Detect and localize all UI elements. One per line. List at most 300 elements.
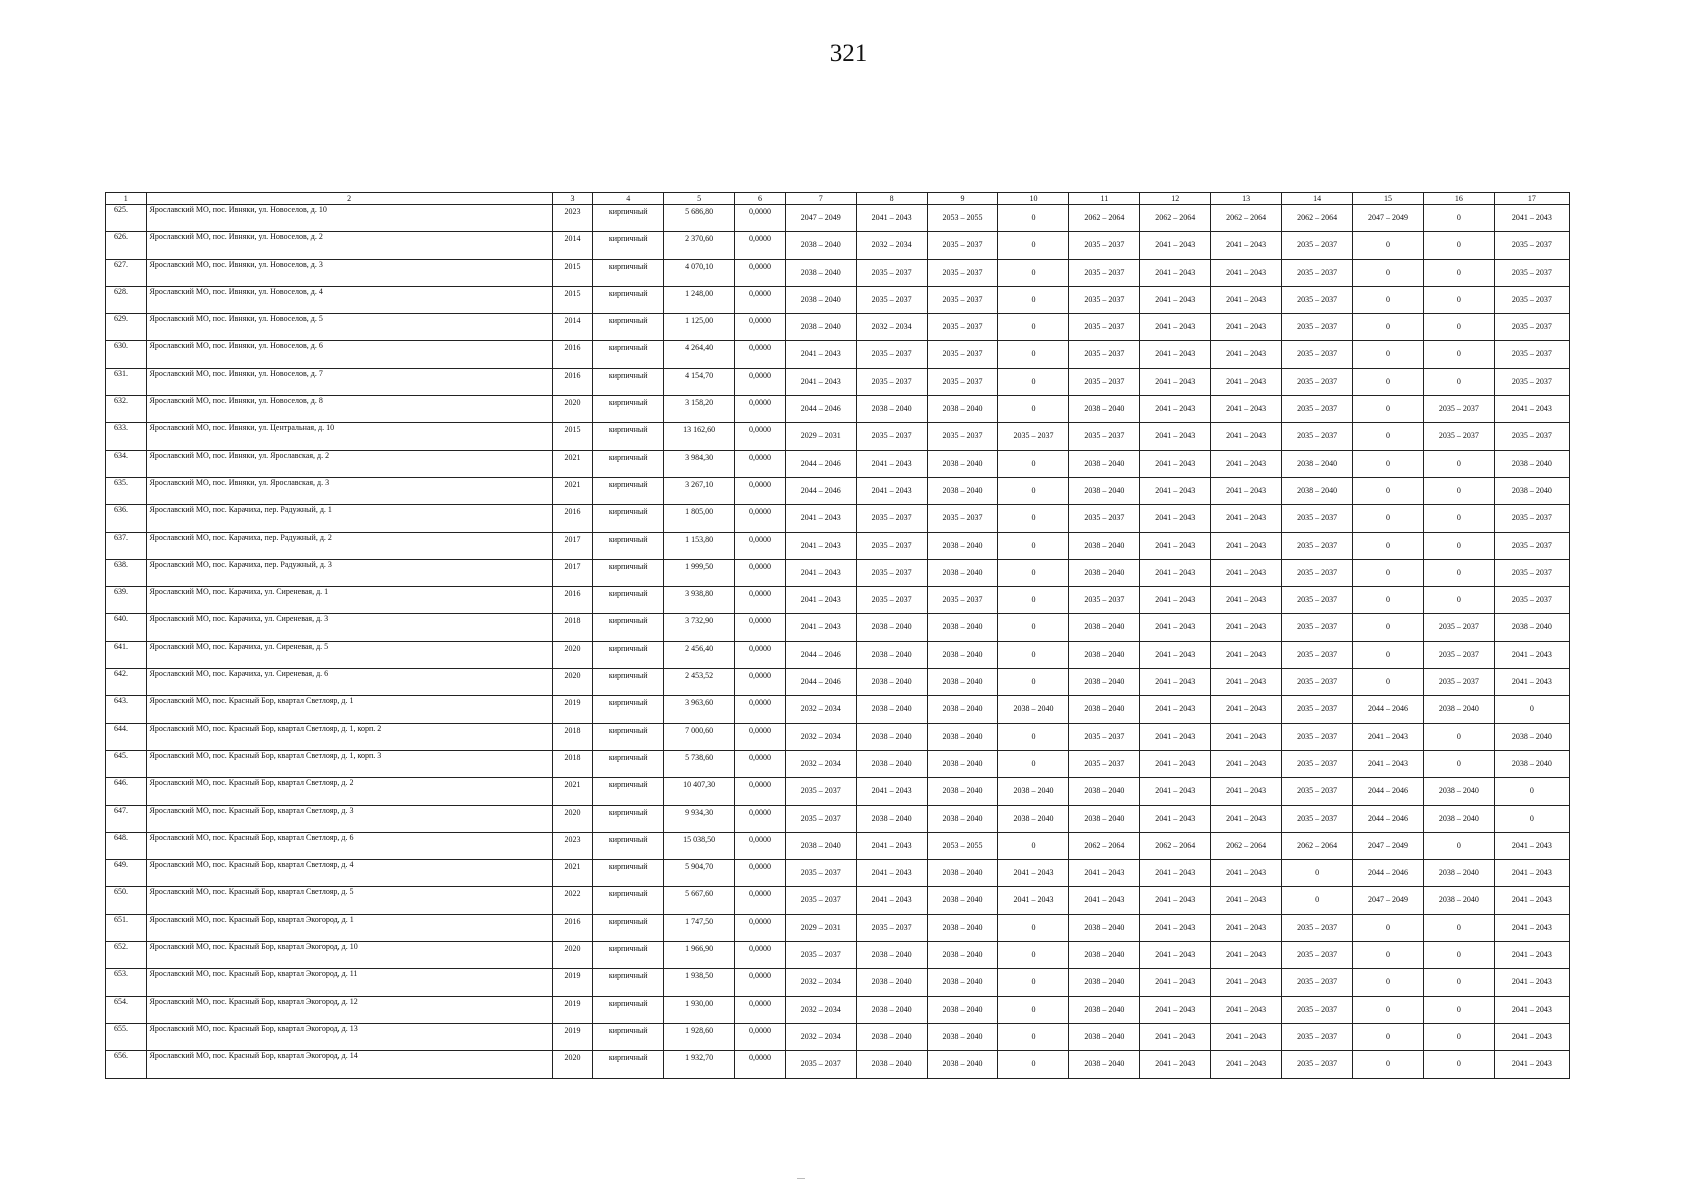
period-cell-10: 2038 – 2040 [998, 805, 1069, 832]
period-cell-9: 2035 – 2037 [927, 232, 998, 259]
period-cell-9: 2038 – 2040 [927, 914, 998, 941]
table-row [106, 696, 1570, 723]
period-cell-15: 0 [1353, 314, 1424, 341]
year-cell: 2023 [552, 832, 593, 859]
wear-cell: 0,0000 [735, 860, 786, 887]
period-cell-7: 2032 – 2034 [785, 1023, 856, 1050]
material-cell: кирпичный [593, 778, 664, 805]
period-cell-13: 2041 – 2043 [1211, 614, 1282, 641]
header-row [106, 193, 1570, 205]
row-number-cell: 633. [106, 423, 147, 450]
address-cell: Ярославский МО, пос. Карачиха, ул. Сиреневая, д. 6 [146, 669, 552, 696]
period-cell-9: 2038 – 2040 [927, 396, 998, 423]
period-cell-12: 2062 – 2064 [1140, 205, 1211, 232]
year-cell: 2020 [552, 1051, 593, 1078]
period-cell-11: 2038 – 2040 [1069, 669, 1140, 696]
period-cell-16: 0 [1423, 1023, 1494, 1050]
wear-cell: 0,0000 [735, 232, 786, 259]
period-cell-7: 2041 – 2043 [785, 532, 856, 559]
table-row [106, 778, 1570, 805]
address-cell: Ярославский МО, пос. Красный Бор, квартал Светлояр, д. 1, корп. 3 [146, 750, 552, 777]
period-cell-8: 2041 – 2043 [856, 832, 927, 859]
period-cell-15: 0 [1353, 914, 1424, 941]
period-cell-7: 2047 – 2049 [785, 205, 856, 232]
period-cell-8: 2041 – 2043 [856, 887, 927, 914]
period-cell-17: 2038 – 2040 [1494, 450, 1569, 477]
period-cell-16: 0 [1423, 286, 1494, 313]
period-cell-17: 2035 – 2037 [1494, 587, 1569, 614]
period-cell-16: 2035 – 2037 [1423, 641, 1494, 668]
period-cell-11: 2038 – 2040 [1069, 532, 1140, 559]
period-cell-10: 0 [998, 450, 1069, 477]
address-cell: Ярославский МО, пос. Ивняки, ул. Новоселов, д. 4 [146, 286, 552, 313]
period-cell-7: 2029 – 2031 [785, 423, 856, 450]
year-cell: 2018 [552, 750, 593, 777]
period-cell-9: 2035 – 2037 [927, 423, 998, 450]
area-cell: 7 000,60 [664, 723, 735, 750]
period-cell-11: 2038 – 2040 [1069, 1051, 1140, 1078]
period-cell-10: 0 [998, 969, 1069, 996]
table-row [106, 259, 1570, 286]
wear-cell: 0,0000 [735, 969, 786, 996]
table-row [106, 832, 1570, 859]
period-cell-14: 2035 – 2037 [1282, 669, 1353, 696]
material-cell: кирпичный [593, 887, 664, 914]
material-cell: кирпичный [593, 505, 664, 532]
period-cell-8: 2035 – 2037 [856, 505, 927, 532]
period-cell-16: 2038 – 2040 [1423, 887, 1494, 914]
wear-cell: 0,0000 [735, 669, 786, 696]
area-cell: 1 928,60 [664, 1023, 735, 1050]
period-cell-17: 2041 – 2043 [1494, 205, 1569, 232]
address-cell: Ярославский МО, пос. Красный Бор, квартал Светлояр, д. 6 [146, 832, 552, 859]
period-cell-11: 2035 – 2037 [1069, 232, 1140, 259]
period-cell-11: 2038 – 2040 [1069, 450, 1140, 477]
period-cell-10: 0 [998, 750, 1069, 777]
address-cell: Ярославский МО, пос. Красный Бор, квартал Экогород, д. 12 [146, 996, 552, 1023]
row-number-cell: 625. [106, 205, 147, 232]
period-cell-12: 2041 – 2043 [1140, 860, 1211, 887]
period-cell-12: 2041 – 2043 [1140, 778, 1211, 805]
material-cell: кирпичный [593, 860, 664, 887]
material-cell: кирпичный [593, 942, 664, 969]
period-cell-11: 2041 – 2043 [1069, 860, 1140, 887]
period-cell-16: 0 [1423, 259, 1494, 286]
period-cell-17: 2041 – 2043 [1494, 969, 1569, 996]
wear-cell: 0,0000 [735, 723, 786, 750]
wear-cell: 0,0000 [735, 914, 786, 941]
year-cell: 2015 [552, 423, 593, 450]
period-cell-17: 2035 – 2037 [1494, 259, 1569, 286]
period-cell-12: 2041 – 2043 [1140, 423, 1211, 450]
period-cell-16: 0 [1423, 942, 1494, 969]
period-cell-14: 2035 – 2037 [1282, 723, 1353, 750]
period-cell-16: 0 [1423, 914, 1494, 941]
area-cell: 3 938,80 [664, 587, 735, 614]
period-cell-13: 2041 – 2043 [1211, 996, 1282, 1023]
period-cell-12: 2041 – 2043 [1140, 587, 1211, 614]
period-cell-15: 0 [1353, 423, 1424, 450]
year-cell: 2018 [552, 614, 593, 641]
column-header-5: 5 [664, 193, 735, 205]
period-cell-8: 2038 – 2040 [856, 942, 927, 969]
period-cell-11: 2035 – 2037 [1069, 368, 1140, 395]
period-cell-12: 2041 – 2043 [1140, 1051, 1211, 1078]
period-cell-7: 2041 – 2043 [785, 614, 856, 641]
period-cell-13: 2041 – 2043 [1211, 477, 1282, 504]
period-cell-15: 2047 – 2049 [1353, 205, 1424, 232]
period-cell-11: 2038 – 2040 [1069, 396, 1140, 423]
period-cell-16: 2038 – 2040 [1423, 778, 1494, 805]
period-cell-8: 2035 – 2037 [856, 559, 927, 586]
period-cell-7: 2032 – 2034 [785, 996, 856, 1023]
column-header-6: 6 [735, 193, 786, 205]
period-cell-9: 2053 – 2055 [927, 205, 998, 232]
period-cell-11: 2035 – 2037 [1069, 341, 1140, 368]
period-cell-15: 2047 – 2049 [1353, 887, 1424, 914]
period-cell-13: 2041 – 2043 [1211, 942, 1282, 969]
material-cell: кирпичный [593, 805, 664, 832]
period-cell-7: 2032 – 2034 [785, 723, 856, 750]
area-cell: 1 966,90 [664, 942, 735, 969]
period-cell-14: 2035 – 2037 [1282, 914, 1353, 941]
period-cell-8: 2035 – 2037 [856, 914, 927, 941]
period-cell-9: 2038 – 2040 [927, 477, 998, 504]
period-cell-8: 2032 – 2034 [856, 314, 927, 341]
period-cell-8: 2035 – 2037 [856, 532, 927, 559]
table-row [106, 860, 1570, 887]
period-cell-13: 2041 – 2043 [1211, 969, 1282, 996]
table-row [106, 887, 1570, 914]
period-cell-16: 0 [1423, 723, 1494, 750]
material-cell: кирпичный [593, 205, 664, 232]
period-cell-17: 2038 – 2040 [1494, 750, 1569, 777]
address-cell: Ярославский МО, пос. Красный Бор, квартал Светлояр, д. 1 [146, 696, 552, 723]
material-cell: кирпичный [593, 750, 664, 777]
table-row [106, 232, 1570, 259]
table-row [106, 914, 1570, 941]
period-cell-8: 2038 – 2040 [856, 750, 927, 777]
period-cell-13: 2041 – 2043 [1211, 450, 1282, 477]
table-row [106, 1051, 1570, 1078]
material-cell: кирпичный [593, 1023, 664, 1050]
period-cell-9: 2038 – 2040 [927, 1023, 998, 1050]
period-cell-8: 2035 – 2037 [856, 341, 927, 368]
table-row [106, 723, 1570, 750]
period-cell-14: 2035 – 2037 [1282, 996, 1353, 1023]
period-cell-13: 2041 – 2043 [1211, 669, 1282, 696]
period-cell-15: 0 [1353, 1023, 1424, 1050]
area-cell: 3 267,10 [664, 477, 735, 504]
address-cell: Ярославский МО, пос. Карачиха, пер. Радужный, д. 1 [146, 505, 552, 532]
area-cell: 13 162,60 [664, 423, 735, 450]
wear-cell: 0,0000 [735, 641, 786, 668]
row-number-cell: 643. [106, 696, 147, 723]
address-cell: Ярославский МО, пос. Красный Бор, квартал Экогород, д. 13 [146, 1023, 552, 1050]
table-row [106, 368, 1570, 395]
period-cell-14: 2035 – 2037 [1282, 314, 1353, 341]
period-cell-9: 2038 – 2040 [927, 641, 998, 668]
period-cell-9: 2038 – 2040 [927, 942, 998, 969]
column-header-7: 7 [785, 193, 856, 205]
period-cell-15: 0 [1353, 259, 1424, 286]
period-cell-12: 2041 – 2043 [1140, 805, 1211, 832]
period-cell-15: 0 [1353, 450, 1424, 477]
area-cell: 3 158,20 [664, 396, 735, 423]
period-cell-8: 2038 – 2040 [856, 1023, 927, 1050]
period-cell-15: 0 [1353, 532, 1424, 559]
address-cell: Ярославский МО, пос. Красный Бор, квартал Экогород, д. 10 [146, 942, 552, 969]
period-cell-10: 0 [998, 396, 1069, 423]
column-header-3: 3 [552, 193, 593, 205]
material-cell: кирпичный [593, 368, 664, 395]
period-cell-13: 2041 – 2043 [1211, 723, 1282, 750]
period-cell-15: 0 [1353, 587, 1424, 614]
period-cell-14: 2038 – 2040 [1282, 477, 1353, 504]
period-cell-11: 2038 – 2040 [1069, 614, 1140, 641]
address-cell: Ярославский МО, пос. Красный Бор, квартал Светлояр, д. 3 [146, 805, 552, 832]
year-cell: 2021 [552, 450, 593, 477]
area-cell: 1 932,70 [664, 1051, 735, 1078]
period-cell-16: 0 [1423, 314, 1494, 341]
material-cell: кирпичный [593, 1051, 664, 1078]
column-header-10: 10 [998, 193, 1069, 205]
row-number-cell: 632. [106, 396, 147, 423]
period-cell-16: 2035 – 2037 [1423, 614, 1494, 641]
wear-cell: 0,0000 [735, 368, 786, 395]
row-number-cell: 629. [106, 314, 147, 341]
period-cell-17: 2041 – 2043 [1494, 887, 1569, 914]
address-cell: Ярославский МО, пос. Красный Бор, квартал Экогород, д. 14 [146, 1051, 552, 1078]
table-row [106, 205, 1570, 232]
period-cell-12: 2041 – 2043 [1140, 396, 1211, 423]
period-cell-13: 2041 – 2043 [1211, 505, 1282, 532]
period-cell-9: 2038 – 2040 [927, 614, 998, 641]
period-cell-15: 0 [1353, 396, 1424, 423]
period-cell-10: 0 [998, 1023, 1069, 1050]
period-cell-11: 2038 – 2040 [1069, 641, 1140, 668]
period-cell-14: 2062 – 2064 [1282, 832, 1353, 859]
row-number-cell: 626. [106, 232, 147, 259]
wear-cell: 0,0000 [735, 505, 786, 532]
period-cell-10: 0 [998, 723, 1069, 750]
period-cell-7: 2035 – 2037 [785, 1051, 856, 1078]
period-cell-12: 2041 – 2043 [1140, 450, 1211, 477]
area-cell: 15 038,50 [664, 832, 735, 859]
area-cell: 1 248,00 [664, 286, 735, 313]
period-cell-17: 2041 – 2043 [1494, 1051, 1569, 1078]
period-cell-8: 2035 – 2037 [856, 587, 927, 614]
period-cell-10: 0 [998, 314, 1069, 341]
period-cell-15: 0 [1353, 368, 1424, 395]
period-cell-14: 2035 – 2037 [1282, 396, 1353, 423]
period-cell-13: 2041 – 2043 [1211, 1051, 1282, 1078]
period-cell-15: 2044 – 2046 [1353, 696, 1424, 723]
period-cell-10: 0 [998, 641, 1069, 668]
material-cell: кирпичный [593, 559, 664, 586]
period-cell-16: 0 [1423, 450, 1494, 477]
period-cell-17: 2041 – 2043 [1494, 641, 1569, 668]
period-cell-17: 2038 – 2040 [1494, 614, 1569, 641]
address-cell: Ярославский МО, пос. Карачиха, ул. Сиреневая, д. 1 [146, 587, 552, 614]
year-cell: 2016 [552, 341, 593, 368]
year-cell: 2016 [552, 368, 593, 395]
area-cell: 5 667,60 [664, 887, 735, 914]
period-cell-7: 2044 – 2046 [785, 477, 856, 504]
year-cell: 2014 [552, 314, 593, 341]
year-cell: 2019 [552, 1023, 593, 1050]
row-number-cell: 648. [106, 832, 147, 859]
period-cell-13: 2041 – 2043 [1211, 341, 1282, 368]
period-cell-14: 2035 – 2037 [1282, 1051, 1353, 1078]
period-cell-7: 2038 – 2040 [785, 832, 856, 859]
material-cell: кирпичный [593, 532, 664, 559]
period-cell-14: 2035 – 2037 [1282, 505, 1353, 532]
period-cell-10: 0 [998, 1051, 1069, 1078]
period-cell-10: 0 [998, 942, 1069, 969]
table-row [106, 559, 1570, 586]
year-cell: 2015 [552, 286, 593, 313]
area-cell: 1 930,00 [664, 996, 735, 1023]
period-cell-17: 2035 – 2037 [1494, 532, 1569, 559]
period-cell-17: 2035 – 2037 [1494, 368, 1569, 395]
period-cell-7: 2044 – 2046 [785, 669, 856, 696]
year-cell: 2016 [552, 505, 593, 532]
period-cell-14: 2062 – 2064 [1282, 205, 1353, 232]
period-cell-14: 2035 – 2037 [1282, 559, 1353, 586]
table-row [106, 996, 1570, 1023]
period-cell-15: 0 [1353, 232, 1424, 259]
column-header-17: 17 [1494, 193, 1569, 205]
period-cell-17: 2035 – 2037 [1494, 232, 1569, 259]
address-cell: Ярославский МО, пос. Ивняки, ул. Новоселов, д. 10 [146, 205, 552, 232]
period-cell-14: 2035 – 2037 [1282, 259, 1353, 286]
period-cell-17: 0 [1494, 778, 1569, 805]
period-cell-8: 2041 – 2043 [856, 205, 927, 232]
area-cell: 4 154,70 [664, 368, 735, 395]
period-cell-16: 0 [1423, 532, 1494, 559]
area-cell: 1 805,00 [664, 505, 735, 532]
period-cell-10: 0 [998, 996, 1069, 1023]
period-cell-7: 2035 – 2037 [785, 887, 856, 914]
period-cell-14: 2035 – 2037 [1282, 587, 1353, 614]
row-number-cell: 651. [106, 914, 147, 941]
row-number-cell: 634. [106, 450, 147, 477]
period-cell-7: 2044 – 2046 [785, 396, 856, 423]
period-cell-14: 0 [1282, 860, 1353, 887]
area-cell: 1 125,00 [664, 314, 735, 341]
area-cell: 5 686,80 [664, 205, 735, 232]
period-cell-10: 2035 – 2037 [998, 423, 1069, 450]
period-cell-14: 2035 – 2037 [1282, 1023, 1353, 1050]
area-cell: 3 963,60 [664, 696, 735, 723]
row-number-cell: 650. [106, 887, 147, 914]
row-number-cell: 656. [106, 1051, 147, 1078]
period-cell-15: 0 [1353, 969, 1424, 996]
year-cell: 2022 [552, 887, 593, 914]
period-cell-7: 2044 – 2046 [785, 641, 856, 668]
period-cell-16: 2035 – 2037 [1423, 423, 1494, 450]
wear-cell: 0,0000 [735, 341, 786, 368]
table-row [106, 669, 1570, 696]
period-cell-15: 0 [1353, 942, 1424, 969]
period-cell-14: 2035 – 2037 [1282, 778, 1353, 805]
row-number-cell: 654. [106, 996, 147, 1023]
period-cell-14: 0 [1282, 887, 1353, 914]
period-cell-16: 0 [1423, 341, 1494, 368]
wear-cell: 0,0000 [735, 942, 786, 969]
period-cell-9: 2038 – 2040 [927, 669, 998, 696]
period-cell-13: 2041 – 2043 [1211, 286, 1282, 313]
column-header-4: 4 [593, 193, 664, 205]
period-cell-14: 2035 – 2037 [1282, 532, 1353, 559]
row-number-cell: 628. [106, 286, 147, 313]
period-cell-9: 2038 – 2040 [927, 723, 998, 750]
period-cell-9: 2035 – 2037 [927, 286, 998, 313]
period-cell-13: 2041 – 2043 [1211, 559, 1282, 586]
period-cell-16: 2038 – 2040 [1423, 860, 1494, 887]
period-cell-10: 2041 – 2043 [998, 860, 1069, 887]
period-cell-10: 0 [998, 669, 1069, 696]
material-cell: кирпичный [593, 396, 664, 423]
material-cell: кирпичный [593, 587, 664, 614]
period-cell-11: 2035 – 2037 [1069, 259, 1140, 286]
period-cell-12: 2041 – 2043 [1140, 368, 1211, 395]
period-cell-8: 2035 – 2037 [856, 259, 927, 286]
period-cell-16: 0 [1423, 969, 1494, 996]
period-cell-16: 0 [1423, 832, 1494, 859]
area-cell: 1 153,80 [664, 532, 735, 559]
period-cell-8: 2041 – 2043 [856, 860, 927, 887]
period-cell-9: 2035 – 2037 [927, 314, 998, 341]
table-row [106, 750, 1570, 777]
wear-cell: 0,0000 [735, 532, 786, 559]
period-cell-14: 2035 – 2037 [1282, 641, 1353, 668]
period-cell-16: 0 [1423, 559, 1494, 586]
row-number-cell: 630. [106, 341, 147, 368]
address-cell: Ярославский МО, пос. Ивняки, ул. Новоселов, д. 6 [146, 341, 552, 368]
period-cell-10: 0 [998, 614, 1069, 641]
wear-cell: 0,0000 [735, 805, 786, 832]
period-cell-8: 2038 – 2040 [856, 396, 927, 423]
row-number-cell: 635. [106, 477, 147, 504]
material-cell: кирпичный [593, 314, 664, 341]
material-cell: кирпичный [593, 477, 664, 504]
table-row [106, 1023, 1570, 1050]
period-cell-15: 2044 – 2046 [1353, 805, 1424, 832]
wear-cell: 0,0000 [735, 778, 786, 805]
period-cell-9: 2035 – 2037 [927, 505, 998, 532]
table-row [106, 641, 1570, 668]
period-cell-13: 2041 – 2043 [1211, 887, 1282, 914]
period-cell-14: 2035 – 2037 [1282, 368, 1353, 395]
table-row [106, 942, 1570, 969]
period-cell-8: 2035 – 2037 [856, 286, 927, 313]
period-cell-13: 2041 – 2043 [1211, 750, 1282, 777]
period-cell-11: 2038 – 2040 [1069, 914, 1140, 941]
period-cell-12: 2041 – 2043 [1140, 314, 1211, 341]
period-cell-9: 2035 – 2037 [927, 368, 998, 395]
period-cell-17: 2041 – 2043 [1494, 669, 1569, 696]
period-cell-16: 0 [1423, 750, 1494, 777]
period-cell-16: 2035 – 2037 [1423, 396, 1494, 423]
period-cell-12: 2041 – 2043 [1140, 559, 1211, 586]
period-cell-12: 2041 – 2043 [1140, 477, 1211, 504]
period-cell-13: 2041 – 2043 [1211, 778, 1282, 805]
wear-cell: 0,0000 [735, 205, 786, 232]
table-row [106, 314, 1570, 341]
column-header-12: 12 [1140, 193, 1211, 205]
